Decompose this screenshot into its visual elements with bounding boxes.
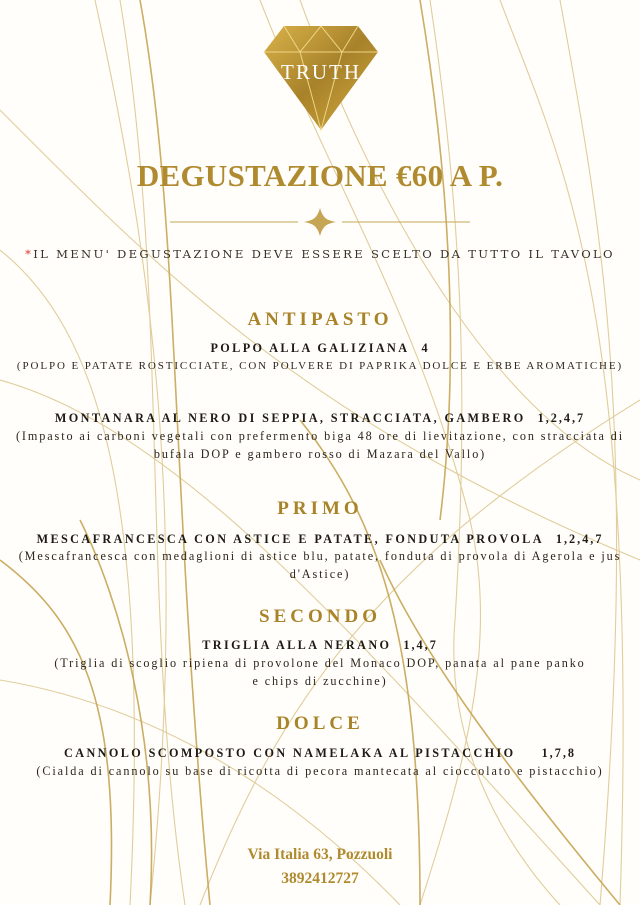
dish-description: (Mescafrancesca con medaglioni di astice blu, patate, fonduta di provola di Agerola e jus d'Astice) — [18, 549, 622, 581]
dish-allergens: 1,4,7 — [403, 638, 438, 652]
dish-title: CANNOLO SCOMPOSTO CON NAMELAKA AL PISTACCHIO — [64, 746, 516, 760]
table-note — [0, 247, 640, 261]
dish-name — [0, 341, 640, 356]
sparkle-icon — [304, 208, 336, 236]
dish-description: (POLPO E PATATE ROSTICCIATE, CON POLVERE DI PAPRIKA DOLCE E ERBE AROMATICHE) — [16, 360, 624, 372]
dish-title: MESCAFRANCESCA CON ASTICE E PATATE, FONDUTA PROVOLA — [36, 532, 544, 546]
logo-text: TRUTH — [281, 60, 361, 84]
section-heading-primo: PRIMO — [277, 498, 363, 519]
dish-title: POLPO ALLA GALIZIANA — [210, 341, 410, 355]
section-heading-dolce: DOLCE — [276, 713, 364, 734]
section-heading-antipasto: ANTIPASTO — [247, 309, 393, 330]
footer-address: Via Italia 63, Pozzuoli — [247, 846, 393, 863]
dish-description: (Triglia di scoglio ripiena di provolone del Monaco DOP, panata al pane panko e chips di zucchine) — [54, 656, 586, 688]
dish-allergens: 1,2,4,7 — [537, 411, 586, 425]
note-star: * — [25, 247, 34, 261]
page-title: DEGUSTAZIONE €60 A P. — [136, 158, 504, 193]
footer-phone: 3892412727 — [281, 870, 359, 887]
dish-description: (Impasto ai carboni vegetali con prefermento biga 48 ore di lievitazione, con stracciata di bufala DOP e gambero rosso di Mazara del Vallo) — [15, 429, 625, 461]
section-heading-secondo: SECONDO — [259, 606, 381, 627]
dish-name — [0, 411, 640, 426]
divider-ornament — [170, 204, 470, 240]
dish-allergens: 1,7,8 — [541, 746, 576, 760]
dish-name — [0, 746, 640, 761]
dish-allergens: 1,2,4,7 — [555, 532, 604, 546]
dish-title: TRIGLIA ALLA NERANO — [202, 638, 392, 652]
dish-title: MONTANARA AL NERO DI SEPPIA, STRACCIATA, GAMBERO — [54, 411, 526, 425]
dish-name — [0, 532, 640, 547]
dish-allergens: 4 — [421, 341, 430, 355]
dish-name — [0, 638, 640, 653]
note-text: IL MENU' DEGUSTAZIONE DEVE ESSERE SCELTO DA TUTTO IL TAVOLO — [33, 247, 615, 261]
dish-description: (Cialda di cannolo su base di ricotta di pecora mantecata al cioccolato e pistacchio) — [36, 764, 604, 778]
